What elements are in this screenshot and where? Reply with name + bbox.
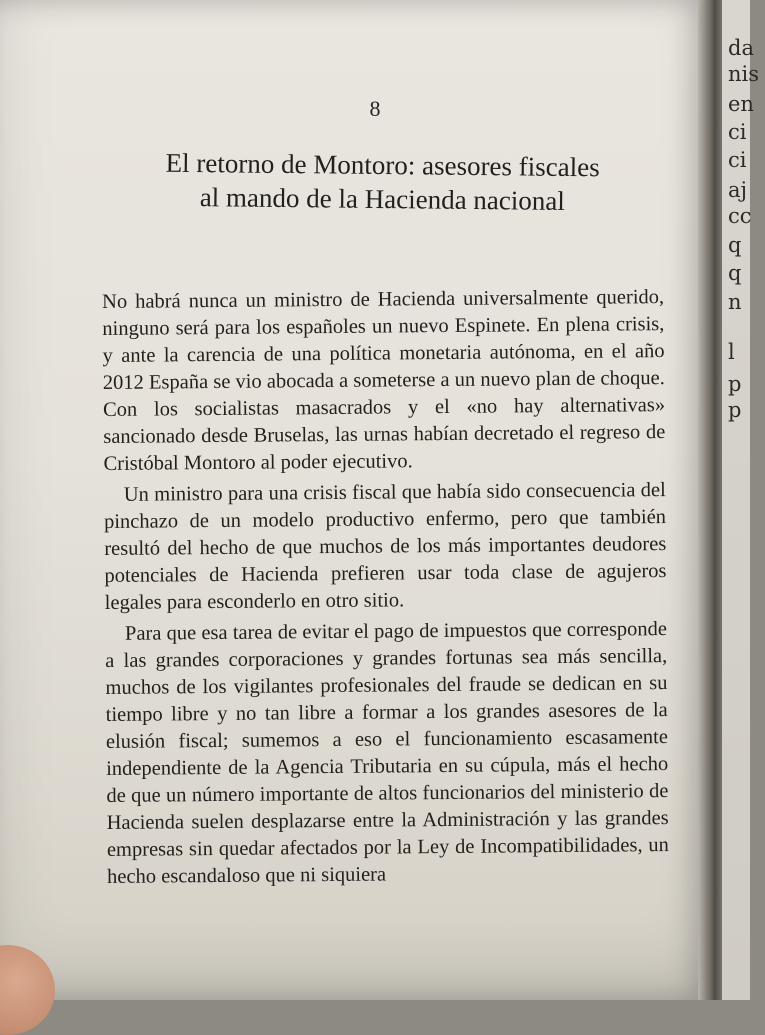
- page-number: 8: [369, 96, 381, 121]
- chapter-title-line-1: El retorno de Montoro: asesores fiscales: [165, 147, 600, 183]
- next-page-fragment: p: [728, 372, 742, 396]
- next-page-edge: [722, 0, 760, 1000]
- next-page-fragment: cc: [728, 204, 752, 228]
- next-page-fragment: ci: [728, 120, 747, 144]
- next-page-fragment: q: [728, 261, 742, 285]
- body-text: [102, 284, 669, 891]
- next-page-fragment: n: [728, 290, 742, 314]
- chapter-title: [0, 144, 765, 220]
- next-page-fragment: en: [728, 92, 754, 116]
- next-page-fragment: da: [728, 36, 754, 60]
- paragraph-3: Para que esa tarea de evitar el pago de impuestos que corresponde a las grandes corporaciones y grandes fortunas sea más sencilla, muchos de los vigilantes profesionales del fraude se dedican en su tiempo libre y no tan libre a formar a los grandes asesores de la elusión fiscal; sumemos a eso el funcionamiento escasamente independiente de la Agencia Tributaria en su cúpula, más el hecho de que un número importante de altos funcionarios del ministerio de Hacienda suelen desplazarse entre la Administración y las grandes empresas sin quedar afectados por la Ley de Incompatibilidades, un hecho escandaloso que ni siquiera: [105, 618, 669, 888]
- next-page-fragment: p: [728, 398, 742, 422]
- next-page-fragment: nis: [728, 62, 760, 86]
- chapter-title-line-2: al mando de la Hacienda nacional: [199, 182, 566, 216]
- paragraph-1: No habrá nunca un ministro de Hacienda universalmente querido, ninguno será para los españoles un nuevo Espinete. En plena crisis, y ante la carencia de una política monetaria autónoma, en el año 2012 España se vio abocada a someterse a un nuevo plan de choque. Con los socialistas masacrados y el «no hay alternativas» sancionado desde Bruselas, las urnas habían decretado el regreso de Cristóbal Montoro al poder ejecutivo.: [102, 286, 666, 475]
- next-page-fragment: ci: [728, 148, 747, 172]
- next-page-fragment: aj: [728, 178, 748, 202]
- next-page-fragment: l: [728, 340, 735, 364]
- paragraph-2: Un ministro para una crisis fiscal que había sido consecuencia del pinchazo de un modelo productivo enfermo, pero que también resultó del hecho de que muchos de los más importantes deudores potenciales de Hacienda prefieren usar toda clase de agujeros legales para esconderlo en otro sitio.: [103, 479, 667, 614]
- next-page-fragment: q: [728, 233, 742, 257]
